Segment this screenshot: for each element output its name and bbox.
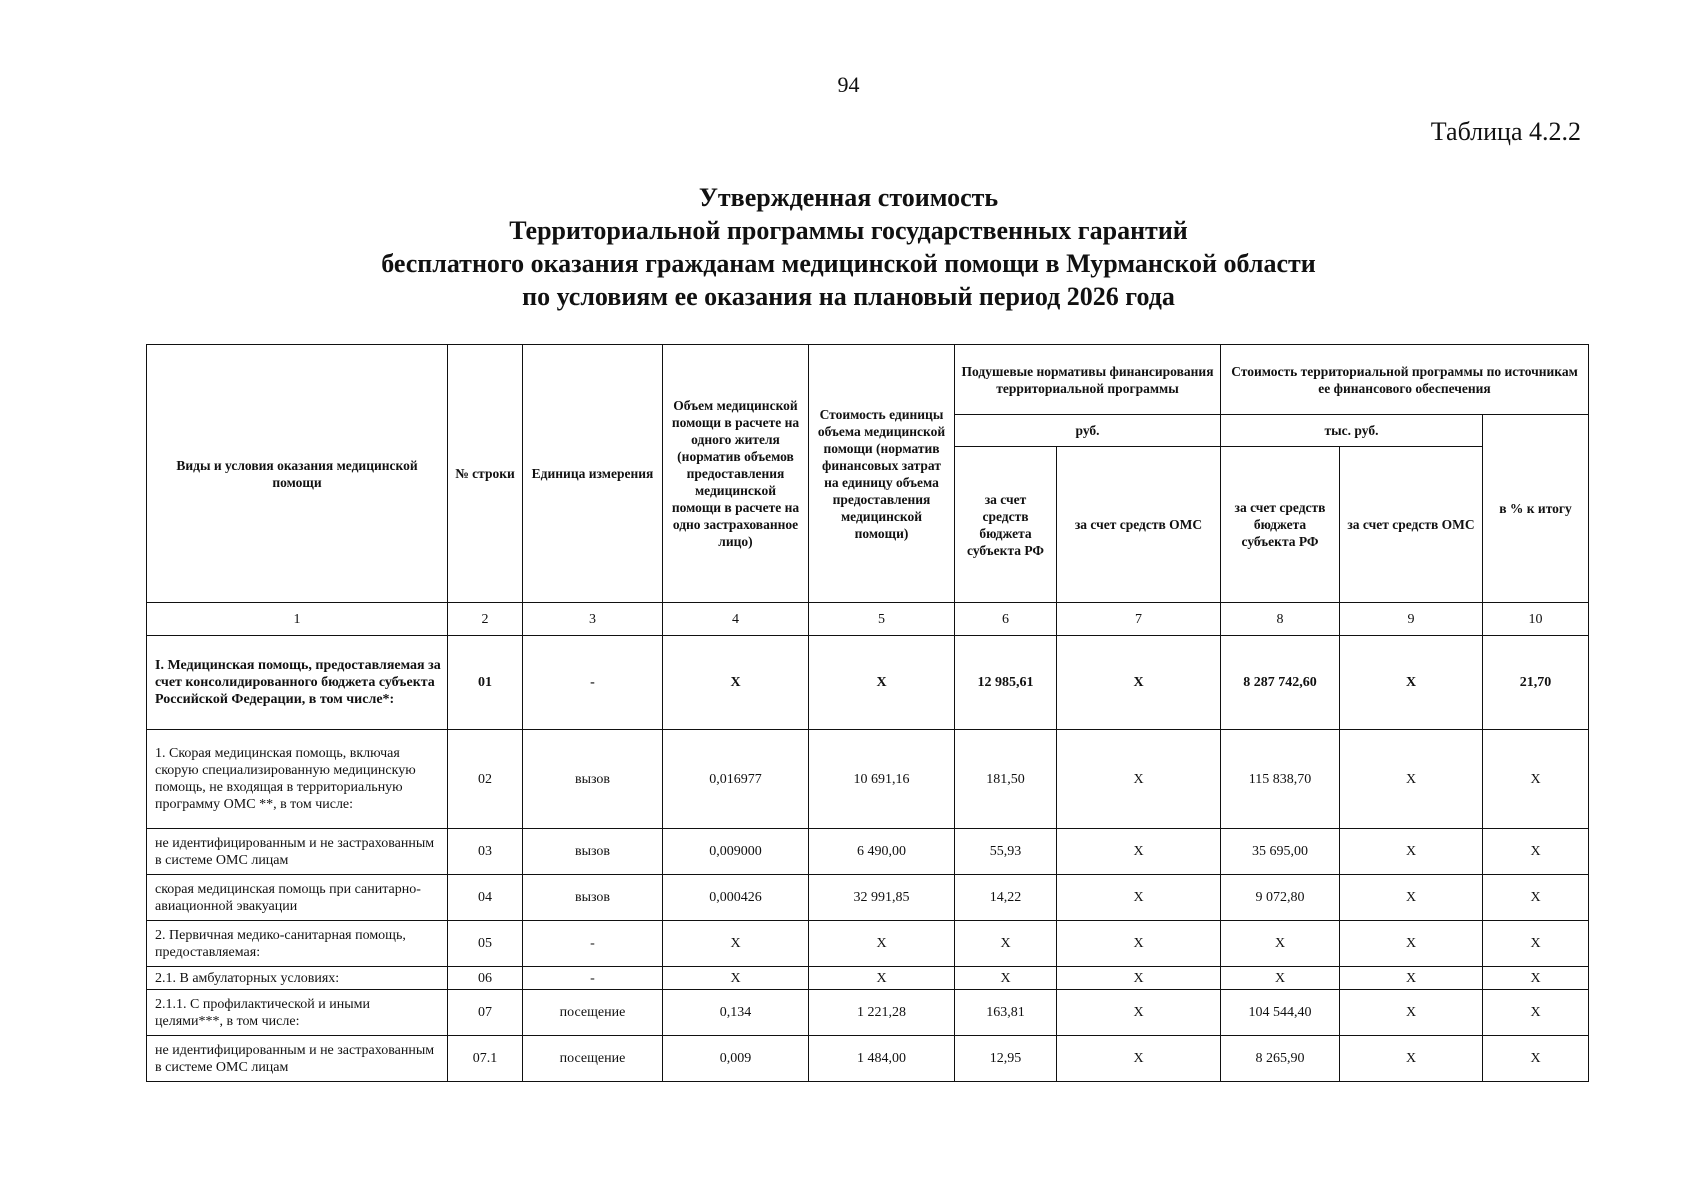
table-cell: вызов bbox=[523, 875, 663, 921]
table-cell: 21,70 bbox=[1483, 636, 1589, 730]
table-cell: Х bbox=[1340, 967, 1483, 990]
column-number: 8 bbox=[1221, 603, 1340, 636]
table-cell: 1 221,28 bbox=[809, 990, 955, 1036]
table-cell: Х bbox=[663, 967, 809, 990]
table-cell: посещение bbox=[523, 1036, 663, 1082]
header-norm-oms: за счет средств ОМС bbox=[1057, 447, 1221, 603]
row-label: 2.1.1. С профилактической и иными целями***, в том числе: bbox=[147, 990, 448, 1036]
table-cell: Х bbox=[1340, 990, 1483, 1036]
table-row bbox=[147, 1036, 1589, 1082]
table-cell: вызов bbox=[523, 730, 663, 829]
table-cell: 8 287 742,60 bbox=[1221, 636, 1340, 730]
table-cell: Х bbox=[1340, 1036, 1483, 1082]
header-row-number: № строки bbox=[448, 345, 523, 603]
column-number: 1 bbox=[147, 603, 448, 636]
header-types-of-care: Виды и условия оказания медицинской помощи bbox=[147, 345, 448, 603]
table-cell: Х bbox=[1483, 1036, 1589, 1082]
title-line: бесплатного оказания гражданам медицинской помощи в Мурманской области bbox=[381, 249, 1316, 278]
header-percent-of-total: в % к итогу bbox=[1483, 415, 1589, 603]
table-cell: 0,134 bbox=[663, 990, 809, 1036]
table-cell: Х bbox=[1483, 730, 1589, 829]
header-unit: Единица измерения bbox=[523, 345, 663, 603]
table-cell: 02 bbox=[448, 730, 523, 829]
table-row bbox=[147, 990, 1589, 1036]
table-cell: Х bbox=[1221, 967, 1340, 990]
table-cell: Х bbox=[955, 967, 1057, 990]
table-cell: Х bbox=[663, 636, 809, 730]
table-cell: 1 484,00 bbox=[809, 1036, 955, 1082]
table-row bbox=[147, 636, 1589, 730]
table-cell: Х bbox=[1057, 1036, 1221, 1082]
table-cell: Х bbox=[1221, 921, 1340, 967]
table-cell: 12,95 bbox=[955, 1036, 1057, 1082]
column-number: 10 bbox=[1483, 603, 1589, 636]
table-cell: Х bbox=[1057, 875, 1221, 921]
table-cell: 163,81 bbox=[955, 990, 1057, 1036]
table-cell: Х bbox=[1057, 730, 1221, 829]
document-title bbox=[0, 181, 1697, 313]
table-cell: Х bbox=[1483, 921, 1589, 967]
cost-table bbox=[146, 344, 1589, 1082]
table-cell: 12 985,61 bbox=[955, 636, 1057, 730]
table-cell: 10 691,16 bbox=[809, 730, 955, 829]
table-cell: Х bbox=[955, 921, 1057, 967]
title-line: Территориальной программы государственных гарантий bbox=[509, 216, 1188, 245]
table-cell: 07 bbox=[448, 990, 523, 1036]
table-cell: 181,50 bbox=[955, 730, 1057, 829]
column-number: 6 bbox=[955, 603, 1057, 636]
table-cell: Х bbox=[809, 921, 955, 967]
row-label: 2.1. В амбулаторных условиях: bbox=[147, 967, 448, 990]
table-cell: Х bbox=[809, 636, 955, 730]
column-number: 9 bbox=[1340, 603, 1483, 636]
header-program-cost: Стоимость территориальной программы по источникам ее финансового обеспечения bbox=[1221, 345, 1589, 415]
table-cell: 8 265,90 bbox=[1221, 1036, 1340, 1082]
page-number: 94 bbox=[837, 72, 860, 97]
table-cell: Х bbox=[1483, 967, 1589, 990]
table-cell: 32 991,85 bbox=[809, 875, 955, 921]
table-cell: Х bbox=[1340, 921, 1483, 967]
table-cell: Х bbox=[663, 921, 809, 967]
table-cell: 0,016977 bbox=[663, 730, 809, 829]
header-per-capita-norms: Подушевые нормативы финансирования территориальной программы bbox=[955, 345, 1221, 415]
column-number: 3 bbox=[523, 603, 663, 636]
table-row bbox=[147, 921, 1589, 967]
column-number: 5 bbox=[809, 603, 955, 636]
table-cell: 115 838,70 bbox=[1221, 730, 1340, 829]
row-label: не идентифицированным и не застрахованным в системе ОМС лицам bbox=[147, 829, 448, 875]
table-cell: 03 bbox=[448, 829, 523, 875]
table-cell: Х bbox=[1340, 636, 1483, 730]
table-cell: Х bbox=[809, 967, 955, 990]
table-label: Таблица 4.2.2 bbox=[1430, 117, 1581, 146]
table-cell: 35 695,00 bbox=[1221, 829, 1340, 875]
title-line: Утвержденная стоимость bbox=[698, 183, 999, 212]
table-cell: 9 072,80 bbox=[1221, 875, 1340, 921]
table-cell: - bbox=[523, 921, 663, 967]
table-cell: 55,93 bbox=[955, 829, 1057, 875]
header-unit-rub: руб. bbox=[955, 415, 1221, 447]
table-cell: 04 bbox=[448, 875, 523, 921]
table-body bbox=[147, 603, 1589, 1082]
row-label: скорая медицинская помощь при санитарно-авиационной эвакуации bbox=[147, 875, 448, 921]
table-cell: Х bbox=[1057, 829, 1221, 875]
column-number: 4 bbox=[663, 603, 809, 636]
table-cell: - bbox=[523, 636, 663, 730]
table-header bbox=[147, 345, 1589, 603]
table-cell: 07.1 bbox=[448, 1036, 523, 1082]
table-cell: 6 490,00 bbox=[809, 829, 955, 875]
table-cell: Х bbox=[1483, 875, 1589, 921]
header-volume: Объем медицинской помощи в расчете на одного жителя (норматив объемов предоставления медицинской помощи в расчете на одно застрахованное лицо) bbox=[663, 345, 809, 603]
header-unit-thousand-rub: тыс. руб. bbox=[1221, 415, 1483, 447]
table-cell: 01 bbox=[448, 636, 523, 730]
row-label: 1. Скорая медицинская помощь, включая скорую специализированную медицинскую помощь, не входящая в территориальную программу ОМС **, в том числе: bbox=[147, 730, 448, 829]
table-cell: посещение bbox=[523, 990, 663, 1036]
table-cell: Х bbox=[1057, 636, 1221, 730]
row-label: 2. Первичная медико-санитарная помощь, предоставляемая: bbox=[147, 921, 448, 967]
header-norm-budget: за счет средств бюджета субъекта РФ bbox=[955, 447, 1057, 603]
column-number-row bbox=[147, 603, 1589, 636]
table-cell: Х bbox=[1057, 990, 1221, 1036]
header-cost-oms: за счет средств ОМС bbox=[1340, 447, 1483, 603]
table-cell: 06 bbox=[448, 967, 523, 990]
table-cell: 14,22 bbox=[955, 875, 1057, 921]
row-label: не идентифицированным и не застрахованным в системе ОМС лицам bbox=[147, 1036, 448, 1082]
table-cell: - bbox=[523, 967, 663, 990]
table-cell: Х bbox=[1057, 921, 1221, 967]
table-cell: Х bbox=[1483, 990, 1589, 1036]
table-row bbox=[147, 829, 1589, 875]
table-row bbox=[147, 875, 1589, 921]
table-cell: вызов bbox=[523, 829, 663, 875]
column-number: 7 bbox=[1057, 603, 1221, 636]
table-cell: 0,000426 bbox=[663, 875, 809, 921]
row-label: I. Медицинская помощь, предоставляемая за счет консолидированного бюджета субъекта Российской Федерации, в том числе*: bbox=[147, 636, 448, 730]
table-row bbox=[147, 967, 1589, 990]
table-cell: 0,009000 bbox=[663, 829, 809, 875]
table-cell: 0,009 bbox=[663, 1036, 809, 1082]
column-number: 2 bbox=[448, 603, 523, 636]
title-line: по условиям ее оказания на плановый период 2026 года bbox=[522, 282, 1175, 311]
table-row bbox=[147, 730, 1589, 829]
table-cell: Х bbox=[1057, 967, 1221, 990]
table-cell: Х bbox=[1483, 829, 1589, 875]
header-cost-budget: за счет средств бюджета субъекта РФ bbox=[1221, 447, 1340, 603]
table-cell: Х bbox=[1340, 730, 1483, 829]
table-cell: Х bbox=[1340, 829, 1483, 875]
header-unit-cost: Стоимость единицы объема медицинской помощи (норматив финансовых затрат на единицу объема предоставления медицинской помощи) bbox=[809, 345, 955, 603]
table-cell: 104 544,40 bbox=[1221, 990, 1340, 1036]
table-cell: Х bbox=[1340, 875, 1483, 921]
table-cell: 05 bbox=[448, 921, 523, 967]
